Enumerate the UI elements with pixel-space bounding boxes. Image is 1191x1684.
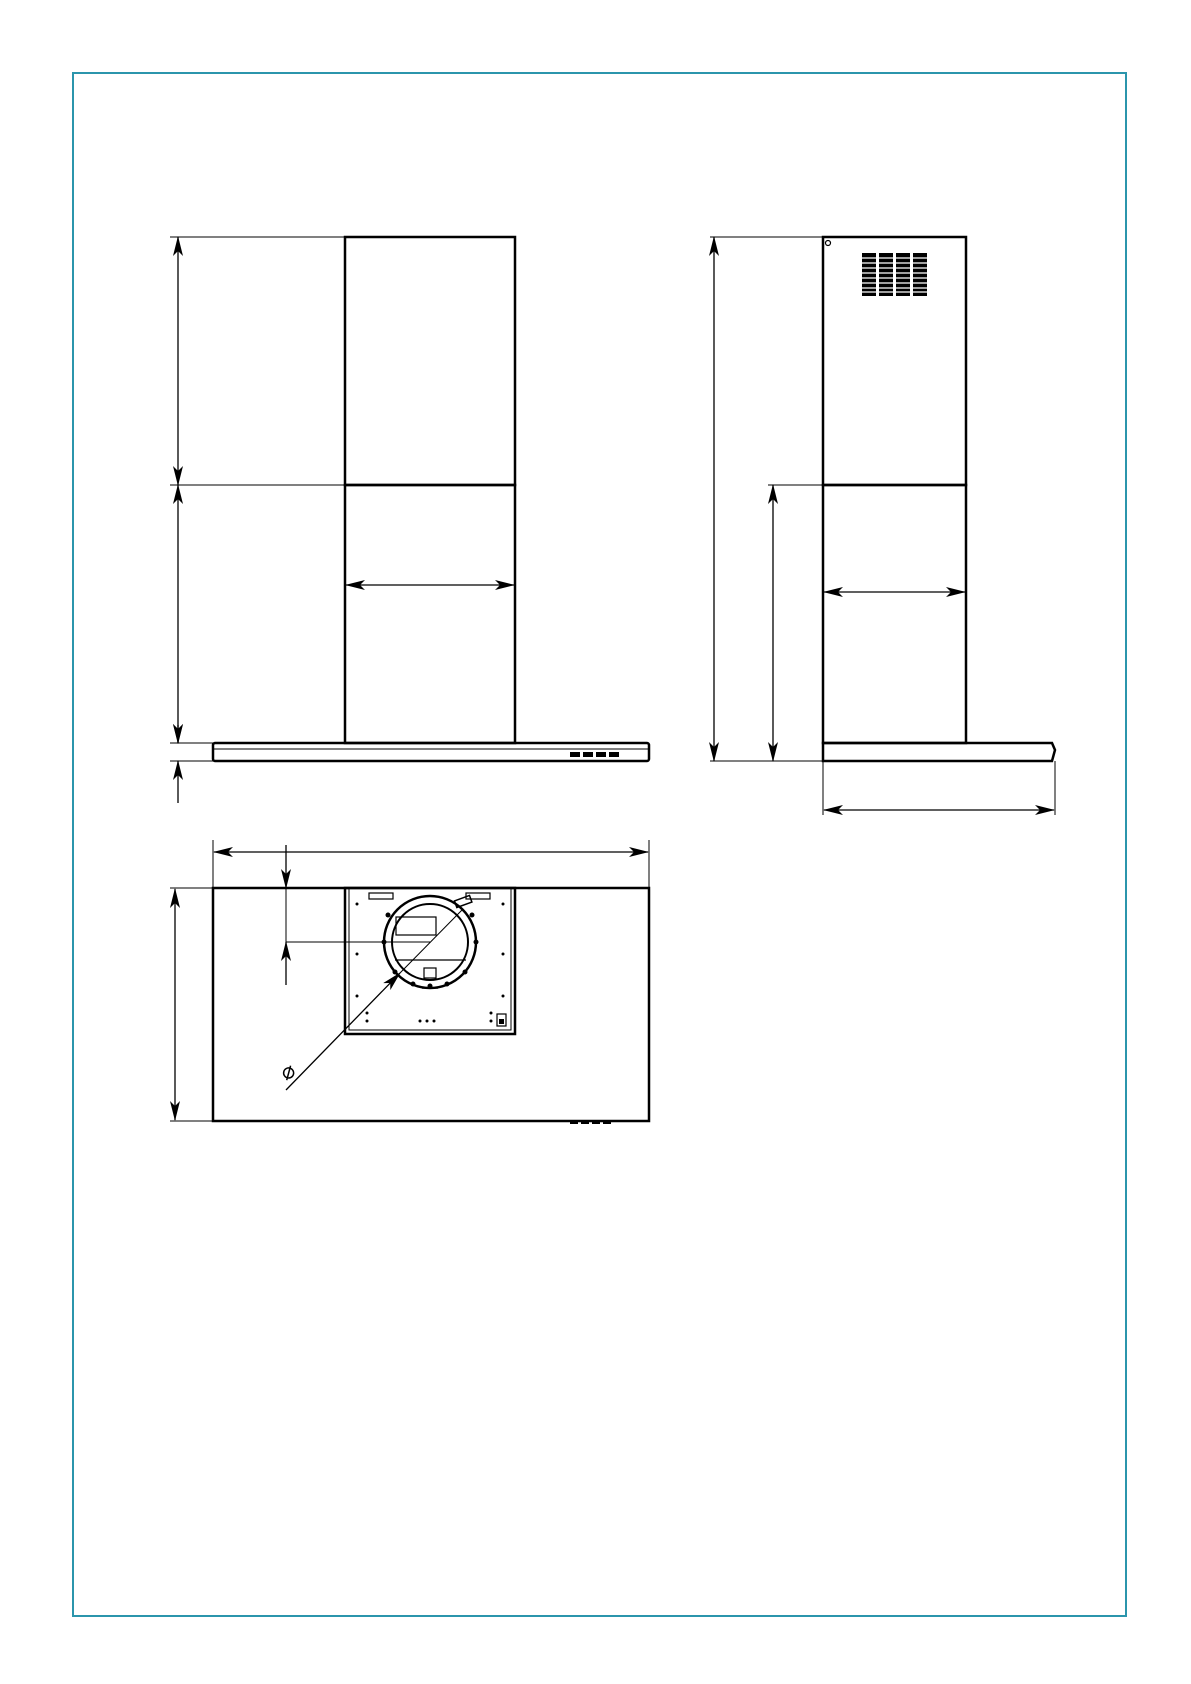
plan-canopy-outline (213, 888, 649, 1121)
front-upper-chimney (345, 237, 515, 485)
side-upper-chimney (823, 237, 966, 485)
control-buttons-icon (570, 752, 619, 757)
duct-diameter-leader (286, 973, 400, 1090)
sheet-frame (73, 73, 1126, 1616)
duct-diameter-symbol: ⌀ (276, 1057, 301, 1087)
front-elevation (170, 237, 649, 803)
side-lower-chimney (823, 485, 966, 743)
front-lower-chimney (345, 485, 515, 743)
plan-chimney-box (345, 888, 515, 1034)
bottom-plan-view (170, 840, 649, 1124)
side-canopy (823, 743, 1055, 761)
side-elevation (710, 237, 1055, 815)
vent-grille-icon (862, 253, 927, 296)
